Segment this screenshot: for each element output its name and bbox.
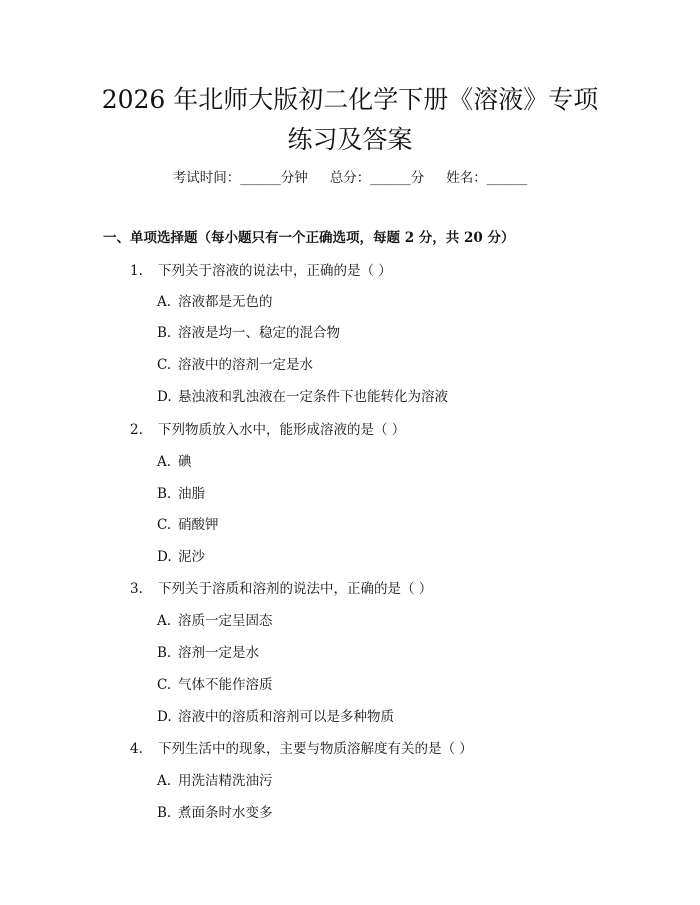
option-letter: B. [157, 805, 172, 821]
question-4-option-a [157, 771, 273, 791]
question-3-option-a [157, 611, 273, 631]
total-score-field: 总分：______分 [329, 170, 425, 186]
title-line-1: 2026 年北师大版初二化学下册《溶液》专项 [101, 85, 599, 114]
question-1-option-b [157, 323, 340, 343]
document-title [0, 80, 700, 160]
option-letter: A. [157, 294, 172, 310]
exam-meta [0, 168, 700, 188]
option-letter: B. [157, 645, 172, 661]
question-3-option-b [157, 643, 259, 663]
option-letter: C. [157, 677, 172, 693]
option-text: 溶液是均一、稳定的混合物 [178, 325, 340, 341]
option-text: 硝酸钾 [178, 517, 219, 533]
option-text: 溶液都是无色的 [178, 294, 273, 310]
option-text: 溶质一定呈固态 [178, 613, 273, 629]
section-heading-single-choice: 一、单项选择题（每小题只有一个正确选项，每题 2 分，共 20 分） [103, 230, 515, 246]
question-number: 4. [130, 741, 143, 757]
question-2-option-a [157, 452, 192, 472]
question-2-option-c [157, 515, 219, 535]
question-1-option-c [157, 355, 313, 375]
option-letter: B. [157, 486, 172, 502]
question-text: 下列关于溶液的说法中，正确的是（ ） [158, 263, 392, 279]
option-letter: D. [157, 709, 172, 725]
option-letter: A. [157, 454, 172, 470]
question-number: 1. [130, 263, 143, 279]
question-text: 下列生活中的现象，主要与物质溶解度有关的是（ ） [158, 741, 473, 757]
option-text: 悬浊液和乳浊液在一定条件下也能转化为溶液 [178, 389, 448, 405]
option-letter: A. [157, 613, 172, 629]
option-text: 用洗洁精洗油污 [178, 773, 273, 789]
question-3-option-c [157, 675, 273, 695]
question-4 [130, 739, 473, 759]
question-2 [130, 420, 405, 440]
option-letter: D. [157, 549, 172, 565]
option-letter: D. [157, 389, 172, 405]
student-name-field: 姓名：______ [446, 170, 528, 186]
question-text: 下列关于溶质和溶剂的说法中，正确的是（ ） [158, 581, 433, 597]
option-text: 气体不能作溶质 [178, 677, 273, 693]
option-letter: C. [157, 517, 172, 533]
question-number: 2. [130, 422, 143, 438]
question-4-option-b [157, 803, 273, 823]
question-1-option-d [157, 387, 448, 407]
option-text: 油脂 [178, 486, 205, 502]
question-2-option-d [157, 547, 205, 567]
question-3 [130, 579, 432, 599]
title-line-2: 练习及答案 [287, 125, 413, 154]
question-1 [130, 261, 392, 281]
option-text: 泥沙 [178, 549, 205, 565]
exam-time-field: 考试时间：______分钟 [172, 170, 308, 186]
option-letter: B. [157, 325, 172, 341]
option-text: 煮面条时水变多 [178, 805, 273, 821]
option-text: 溶液中的溶质和溶剂可以是多种物质 [178, 709, 394, 725]
option-text: 溶液中的溶剂一定是水 [178, 357, 313, 373]
question-2-option-b [157, 484, 205, 504]
question-text: 下列物质放入水中，能形成溶液的是（ ） [158, 422, 406, 438]
question-3-option-d [157, 707, 394, 727]
option-text: 碘 [178, 454, 192, 470]
question-number: 3. [130, 581, 143, 597]
option-letter: C. [157, 357, 172, 373]
option-letter: A. [157, 773, 172, 789]
question-1-option-a [157, 292, 273, 312]
option-text: 溶剂一定是水 [178, 645, 259, 661]
